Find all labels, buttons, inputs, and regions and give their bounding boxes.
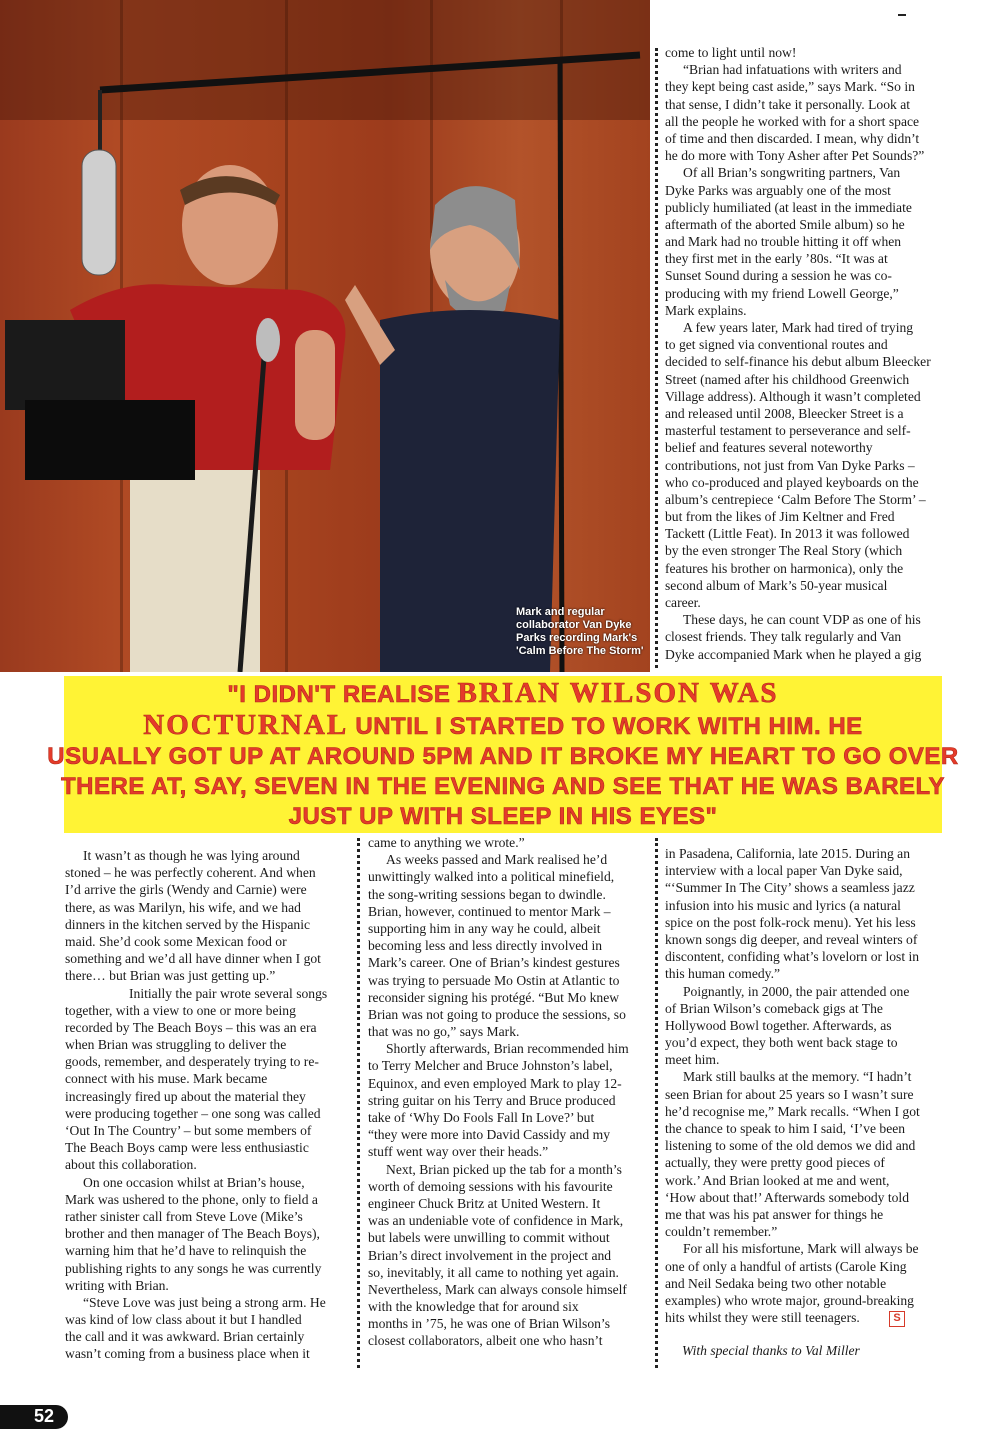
page-number: 52 bbox=[34, 1406, 55, 1426]
text-line: reconsider signing his protégé. “But Mo knew bbox=[368, 989, 620, 1005]
text-line: The Beach Boys camp were less enthusiastic bbox=[65, 1140, 309, 1156]
text-line: Dyke Parks was arguably one of the most bbox=[665, 182, 891, 198]
text-line: with the knowledge that for around six bbox=[368, 1299, 579, 1315]
text-line: the call and it was awkward. Brian certainly bbox=[65, 1329, 305, 1345]
text-line: infusion into his music and lyrics (a natural bbox=[665, 897, 901, 913]
pull-quote-text: JUST UP WITH SLEEP IN HIS EYES" bbox=[288, 802, 718, 830]
text-line: months in ’75, he was one of Brian Wilson’s bbox=[368, 1316, 610, 1332]
column-divider bbox=[655, 838, 658, 1368]
pull-quote-text: "I DIDN'T REALISE bbox=[227, 680, 458, 708]
text-line: As weeks passed and Mark realised he’d bbox=[386, 852, 608, 868]
text-line: there… but Brian was just getting up.” bbox=[65, 968, 276, 984]
text-line: It wasn’t as though he was lying around bbox=[83, 848, 300, 863]
text-line: to get signed via conventional routes and bbox=[665, 337, 888, 353]
pull-quote-emphasis: BRIAN WILSON WAS bbox=[457, 676, 779, 709]
caption-line: Parks recording Mark's bbox=[516, 632, 638, 644]
text-line: stuff went way over their heads.” bbox=[368, 1144, 549, 1160]
text-line: Mark’s career. One of Brian’s kindest gestures bbox=[368, 955, 620, 971]
column-3 bbox=[665, 845, 965, 1326]
text-line: they first met in the early ’80s. “It was at bbox=[665, 251, 888, 267]
text-line: connect with his muse. Mark became bbox=[65, 1071, 268, 1087]
text-line: string guitar on his Terry and Bruce produced bbox=[368, 1092, 616, 1108]
text-line: Initially the pair wrote several songs bbox=[129, 985, 328, 1001]
pull-quote-text: USUALLY GOT UP AT AROUND 5PM AND IT BROKE MY HEART TO GO OVER bbox=[47, 742, 959, 770]
text-line: came to anything we wrote.” bbox=[368, 835, 525, 850]
text-line: closest friends. They talk regularly and Van bbox=[665, 629, 902, 645]
text-line: he do more with Tony Asher after Pet Sounds?” bbox=[665, 148, 925, 164]
text-line: recorded by The Beach Boys – this was an era bbox=[65, 1019, 317, 1035]
text-line: Tackett (Little Feat). In 2013 it was followed bbox=[665, 526, 910, 542]
text-line: Poignantly, in 2000, the pair attended one bbox=[683, 983, 910, 999]
text-line: “‘Summer In The City’ shows a seamless jazz bbox=[665, 880, 915, 896]
text-line: writing with Brian. bbox=[65, 1277, 169, 1293]
text-line: meet him. bbox=[665, 1052, 720, 1068]
text-line: belief and features several noteworthy bbox=[665, 440, 873, 456]
text-line: producing with my friend Lowell George,” bbox=[665, 285, 899, 301]
text-line: Sunset Sound during a session he was co- bbox=[665, 268, 892, 284]
text-line: hits whilst they were still teenagers. bbox=[665, 1310, 860, 1326]
text-line: to Terry Melcher and Bruce Johnston’s label, bbox=[368, 1058, 613, 1074]
text-line: examples) who wrote major, ground-breaking bbox=[665, 1292, 914, 1308]
text-line: listening to some of the old demos we did and bbox=[665, 1138, 916, 1154]
text-line: aftermath of the aborted Smile album) so he bbox=[665, 216, 905, 232]
text-line: supporting him in any way he could, albeit bbox=[368, 920, 601, 936]
text-line: me that was his pat answer for things he bbox=[665, 1206, 884, 1222]
text-line: known songs dig deeper, and reveal winters of bbox=[665, 931, 918, 947]
text-line: Next, Brian picked up the tab for a month’s bbox=[386, 1161, 622, 1177]
text-line: publicly humiliated (at least in the immediate bbox=[665, 199, 912, 215]
text-line: Dyke accompanied Mark when he played a gig bbox=[665, 646, 922, 662]
text-line: there, as was Marilyn, his wife, and we had bbox=[65, 899, 301, 915]
text-line: “they were more into David Cassidy and my bbox=[368, 1127, 610, 1143]
text-line: ‘Out In The Country’ – but some members of bbox=[65, 1123, 312, 1138]
text-line: goods, remember, and desperately trying to re- bbox=[65, 1054, 319, 1070]
text-line: Village address). Although it wasn’t completed bbox=[665, 388, 921, 404]
text-line: about this collaboration. bbox=[65, 1157, 197, 1173]
pull-quote bbox=[47, 676, 959, 833]
photo-caption bbox=[516, 606, 646, 658]
text-line: ‘How about that!’ Afterwards somebody told bbox=[665, 1189, 910, 1205]
text-line: and Mark had no trouble hitting it off when bbox=[665, 234, 902, 250]
text-line: becoming less and less directly involved in bbox=[368, 938, 603, 954]
text-line: take of ‘Why Do Fools Fall In Love?’ but bbox=[368, 1110, 595, 1125]
text-line: so, inevitably, it all came to nothing yet again. bbox=[368, 1264, 619, 1280]
text-line: Mark still baulks at the memory. “I hadn’t bbox=[683, 1069, 912, 1085]
text-line: that was no go,” says Mark. bbox=[368, 1024, 520, 1040]
text-line: one of only a handful of artists (Carole King bbox=[665, 1258, 907, 1274]
text-line: warning him that he’d have to relinquish the bbox=[65, 1243, 307, 1259]
text-line: this human comedy.” bbox=[665, 966, 781, 982]
text-line: On one occasion whilst at Brian’s house, bbox=[83, 1174, 305, 1190]
text-line: I’d arrive the girls (Wendy and Carnie) were bbox=[65, 882, 307, 898]
text-line: Of all Brian’s songwriting partners, Van bbox=[683, 165, 901, 181]
text-line: contributions, not just from Van Dyke Parks – bbox=[665, 457, 915, 473]
text-line: but labels were unwilling to commit without bbox=[368, 1230, 610, 1246]
text-line: all the people he worked with for a short space bbox=[665, 113, 920, 129]
text-line: he’d recognise me,” Mark recalls. “When I got bbox=[665, 1103, 920, 1119]
text-line: These days, he can count VDP as one of his bbox=[683, 612, 921, 628]
text-line: masterful testament to perseverance and self- bbox=[665, 423, 911, 439]
text-line: couldn’t remember.” bbox=[665, 1224, 778, 1240]
studio-photo bbox=[0, 0, 650, 672]
text-line: they kept being cast aside,” says Mark. “So in bbox=[665, 79, 915, 95]
text-line: discontent, confiding what’s lovelorn or lost in bbox=[665, 949, 920, 965]
text-line: A few years later, Mark had tired of trying bbox=[683, 320, 914, 335]
pull-quote-text: UNTIL I STARTED TO WORK WITH HIM. HE bbox=[348, 712, 863, 740]
text-line: publishing rights to any songs he was currently bbox=[65, 1260, 322, 1276]
text-line: Brian was not going to produce the sessions, so bbox=[368, 1006, 626, 1022]
text-line: and released until 2008, Bleecker Street is a bbox=[665, 405, 904, 421]
text-line: was kind of low class about it but I handled bbox=[65, 1312, 302, 1328]
text-line: and Neil Sedaka being two other notable bbox=[665, 1275, 887, 1291]
text-line: together, with a view to one or more being bbox=[65, 1002, 296, 1018]
top-dash bbox=[898, 14, 906, 16]
text-line: you’d expect, they both went back stage to bbox=[665, 1035, 898, 1051]
text-line: engineer Chuck Britz at United Western. It bbox=[368, 1195, 601, 1211]
text-line: closest collaborators, albeit one who hasn’t bbox=[368, 1333, 603, 1349]
text-line: “Brian had infatuations with writers and bbox=[683, 62, 902, 78]
caption-line: 'Calm Before The Storm' bbox=[516, 645, 644, 657]
text-line: Nevertheless, Mark can always console himself bbox=[368, 1281, 627, 1297]
text-line: Equinox, and even employed Mark to play 12- bbox=[368, 1075, 622, 1091]
caption-line: Mark and regular bbox=[516, 606, 605, 618]
text-line: dinners in the kitchen served by the Hispanic bbox=[65, 916, 310, 932]
text-line: brother and then manager of The Beach Boys), bbox=[65, 1226, 320, 1242]
text-line: Brian, however, continued to mentor Mark – bbox=[368, 903, 611, 919]
text-line: For all his misfortune, Mark will always be bbox=[683, 1241, 919, 1257]
text-line: album’s centrepiece ‘Calm Before The Storm’ – bbox=[665, 491, 926, 507]
text-line: features his brother on harmonica), only the bbox=[665, 560, 904, 576]
column-2 bbox=[368, 834, 648, 1350]
text-line: Street (named after his childhood Greenwich bbox=[665, 371, 910, 387]
text-line: who co-produced and played keyboards on the bbox=[665, 474, 919, 490]
text-line: but from the likes of Jim Keltner and Fred bbox=[665, 509, 895, 525]
credit-text: With special thanks to Val Miller bbox=[682, 1343, 860, 1358]
text-line: Mark explains. bbox=[665, 302, 747, 318]
text-line: in Pasadena, California, late 2015. During an bbox=[665, 846, 910, 861]
text-line: of time and then discarded. I mean, why didn’t bbox=[665, 130, 920, 146]
text-line: seen Brian for about 25 years so I wasn’t sure bbox=[665, 1086, 914, 1102]
credit bbox=[682, 1342, 962, 1359]
text-line: come to light until now! bbox=[665, 45, 797, 60]
page-number-tab bbox=[0, 1405, 68, 1429]
text-line: “Steve Love was just being a strong arm. He bbox=[83, 1294, 326, 1310]
text-line: of Brian Wilson’s comeback gigs at The bbox=[665, 1000, 883, 1016]
text-line: the chance to speak to him I said, ‘I’ve been bbox=[665, 1121, 906, 1136]
text-line: spice on the post folk-rock menu). Yet his less bbox=[665, 914, 916, 930]
text-line: actually, they were pretty good pieces of bbox=[665, 1155, 885, 1171]
text-line: by the even stronger The Real Story (which bbox=[665, 543, 903, 559]
text-line: when Brian was struggling to deliver the bbox=[65, 1037, 287, 1053]
text-line: decided to self-finance his debut album Bleecker bbox=[665, 354, 931, 370]
right-column-top bbox=[665, 44, 965, 663]
column-divider bbox=[357, 838, 360, 1368]
text-line: that sense, I didn’t take it personally. Look at bbox=[665, 96, 911, 112]
text-line: were producing together – one song was called bbox=[65, 1105, 321, 1121]
column-1 bbox=[65, 847, 350, 1363]
text-line: increasingly fired up about the material they bbox=[65, 1088, 306, 1104]
text-line: the song-writing sessions began to dwindle. bbox=[368, 886, 606, 902]
text-line: stoned – he was perfectly coherent. And when bbox=[65, 865, 316, 881]
text-line: was an undeniable vote of confidence in Mark, bbox=[368, 1213, 624, 1229]
text-line: worth of demoing sessions with his favourite bbox=[368, 1178, 613, 1194]
text-line: Shortly afterwards, Brian recommended him bbox=[386, 1041, 629, 1057]
text-line: unwittingly walked into a political minefield, bbox=[368, 869, 615, 885]
text-line: career. bbox=[665, 595, 701, 610]
caption-line: collaborator Van Dyke bbox=[516, 619, 632, 631]
pull-quote-text: THERE AT, SAY, SEVEN IN THE EVENING AND SEE THAT HE WAS BARELY bbox=[60, 772, 946, 800]
column-divider bbox=[655, 48, 658, 668]
end-mark-logo: S bbox=[889, 1311, 905, 1327]
text-line: interview with a local paper Van Dyke said, bbox=[665, 863, 903, 879]
text-line: was trying to persuade Mo Ostin at Atlantic to bbox=[368, 972, 620, 988]
pull-quote-emphasis: NOCTURNAL bbox=[143, 708, 349, 741]
text-line: Mark was ushered to the phone, only to field a bbox=[65, 1191, 318, 1207]
text-line: maid. She’d cook some Mexican food or bbox=[65, 933, 287, 949]
text-line: Brian’s direct involvement in the project and bbox=[368, 1247, 612, 1263]
text-line: second album of Mark’s 50-year musical bbox=[665, 577, 888, 593]
text-line: work.’ And Brian looked at me and went, bbox=[665, 1172, 890, 1188]
text-line: rather sinister call from Steve Love (Mike’s bbox=[65, 1208, 303, 1224]
text-line: wasn’t coming from a business place when it bbox=[65, 1346, 310, 1362]
text-line: Hollywood Bowl together. Afterwards, as bbox=[665, 1017, 892, 1033]
text-line: something and we’d all have dinner when I got bbox=[65, 951, 321, 967]
